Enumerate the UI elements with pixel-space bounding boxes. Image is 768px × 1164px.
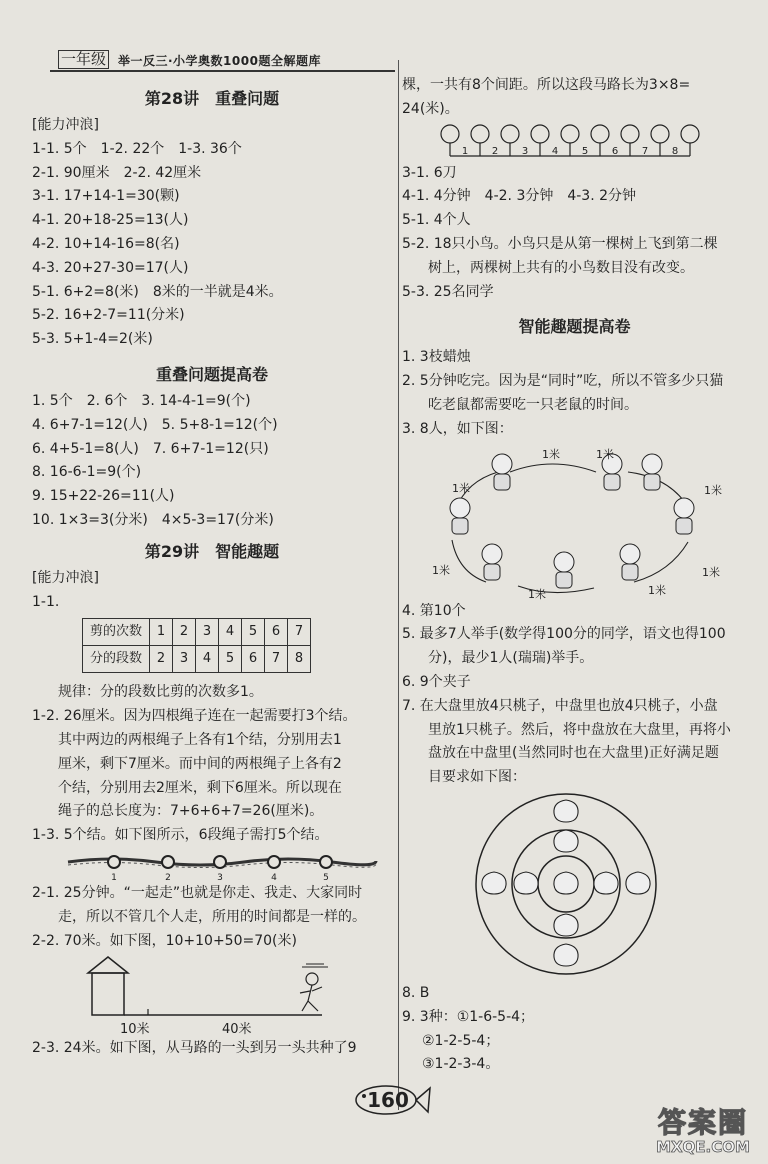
overlap-exam-title: 重叠问题提高卷 [155, 364, 268, 384]
peach-icon [626, 872, 650, 894]
ability-tag-label: 能力冲浪 [37, 569, 94, 586]
table-cell: 1 [150, 619, 173, 646]
answer-line: 个结，分别用去2厘米，剩下6厘米。所以现在 [58, 779, 342, 796]
answer-line: 9. 3种：①1-6-5-4； [402, 1008, 535, 1025]
answer-line: 6. 4+5-1=8(人) 7. 6+7-1=12(只) [32, 440, 269, 457]
answer-line: 分)，最少1人(瑞瑞)举手。 [428, 650, 594, 667]
peach-icon [482, 872, 506, 894]
tree-icon [561, 125, 579, 156]
watermark-url: MXQE.COM [656, 1138, 750, 1156]
table-cell: 7 [265, 646, 288, 673]
distance-label: 1米 [704, 483, 722, 497]
home-school-figure [32, 953, 392, 1037]
gap-label: 4 [551, 145, 559, 157]
table-cell: 7 [288, 619, 311, 646]
peach-plates-figure [402, 790, 747, 982]
answer-line: 厘米，剩下7厘米。而中间的两根绳子上各有2 [58, 755, 342, 772]
distance-40m-label: 40米 [222, 1022, 252, 1038]
gap-label: 5 [581, 145, 589, 157]
table-row [83, 619, 311, 646]
answer-line: 4-3. 20+27-30=17(人) [32, 259, 189, 276]
answer-line: 3-1. 17+14-1=30(颗) [32, 188, 180, 205]
knot-icon [268, 856, 280, 868]
tree-icon [621, 125, 639, 156]
tree-icon [441, 125, 459, 156]
distance-label: 1米 [528, 587, 546, 600]
answer-line: 1-2. 26厘米。因为四根绳子连在一起需要打3个结。 [32, 708, 357, 725]
trees-figure [402, 122, 747, 162]
tree-icon [681, 125, 699, 156]
answer-line: 1-1. 5个 1-2. 22个 1-3. 36个 [32, 140, 242, 157]
answer-line: 6. 9个夹子 [402, 673, 471, 690]
answer-line: 8. 16-6-1=9(个) [32, 464, 142, 481]
answer-line: ③1-2-3-4。 [422, 1056, 500, 1073]
peach-icon [554, 944, 578, 966]
walking-person-icon [300, 964, 328, 1011]
answer-line: 里放1只桃子。然后，将中盘放在大盘里，再将小 [428, 721, 731, 738]
knot-label: 1 [111, 872, 117, 882]
rule-text: 规律：分的段数比剪的次数多1。 [58, 684, 263, 701]
page-header [50, 48, 395, 72]
tree-icon [531, 125, 549, 156]
column-divider [398, 60, 399, 1110]
answer-line: 2. 5分钟吃完。因为是“同时”吃，所以不管多少只猫 [402, 373, 724, 390]
ability-tag: [能力冲浪] [32, 117, 99, 133]
table-cell: 8 [288, 646, 311, 673]
answer-line: ②1-2-5-4； [422, 1032, 500, 1049]
peach-icon [554, 872, 578, 894]
answer-line: 5. 最多7人举手(数学得100分的同学，语文也得100 [402, 626, 726, 643]
child-icon [620, 544, 640, 580]
knot-label: 5 [323, 872, 329, 882]
ability-tag-label: 能力冲浪 [37, 117, 94, 133]
gap-label: 7 [641, 145, 649, 157]
child-icon [642, 454, 662, 490]
answer-line: 5-3. 25名同学 [402, 283, 494, 300]
gap-label: 1 [461, 145, 469, 157]
grade-label: 一年级 [58, 50, 109, 69]
table-cell: 4 [219, 619, 242, 646]
answer-line: 4. 第10个 [402, 602, 466, 619]
tree-icon [651, 125, 669, 156]
table-header-cell: 分的段数 [83, 646, 150, 673]
distance-10m-label: 10米 [120, 1022, 150, 1038]
knot-label: 3 [217, 872, 223, 882]
right-column [402, 74, 747, 1077]
knot-icon [320, 856, 332, 868]
answer-line: 9. 15+22-26=11(人) [32, 488, 175, 505]
page-number: 160 [367, 1088, 409, 1112]
answer-line: 1-3. 5个结。如下图所示，6段绳子需打5个结。 [32, 827, 329, 844]
answer-line: 10. 1×3=3(分米) 4×5-3=17(分米) [32, 511, 274, 528]
answer-line: 4-1. 20+18-25=13(人) [32, 212, 189, 229]
answer-line: 5-1. 4个人 [402, 212, 471, 229]
eight-people-circle-figure [402, 442, 747, 600]
knot-icon [214, 856, 226, 868]
answer-line: 1-1. [32, 593, 60, 610]
rope-knots-figure [32, 848, 392, 882]
answer-line: 5-1. 6+2=8(米) 8米的一半就是4米。 [32, 283, 283, 300]
child-icon [674, 498, 694, 534]
gap-label: 6 [611, 145, 619, 157]
answer-line: 2-1. 25分钟。“一起走”也就是你走、我走、大家同时 [32, 884, 363, 901]
distance-label: 1米 [452, 481, 470, 495]
answer-line: 棵，一共有8个间距。所以这段马路长为3×8= [402, 77, 691, 93]
house-icon [88, 957, 128, 1015]
gap-label: 2 [491, 145, 499, 157]
table-cell: 4 [196, 646, 219, 673]
watermark-logo [648, 1108, 758, 1160]
distance-label: 1米 [432, 563, 450, 577]
answer-line: 4-2. 10+14-16=8(名) [32, 235, 180, 252]
child-icon [450, 498, 470, 534]
peach-icon [554, 830, 578, 852]
distance-label: 1米 [542, 447, 560, 461]
table-row [83, 646, 311, 673]
table-header-cell: 剪的次数 [83, 619, 150, 646]
answer-line: 吃老鼠都需要吃一只老鼠的时间。 [428, 396, 638, 413]
gap-label: 3 [521, 145, 529, 157]
watermark-top: 答案圈 [657, 1106, 748, 1139]
cuts-table [82, 618, 311, 673]
child-icon [492, 454, 512, 490]
table-cell: 6 [242, 646, 265, 673]
answer-line: 1. 3枝蜡烛 [402, 349, 471, 366]
answer-line: 4. 6+7-1=12(人) 5. 5+8-1=12(个) [32, 416, 278, 433]
answer-line: 5-2. 18只小鸟。小鸟只是从第一棵树上飞到第二棵 [402, 235, 718, 252]
answer-line: 1. 5个 2. 6个 3. 14-4-1=9(个) [32, 392, 251, 409]
tree-icon [501, 125, 519, 156]
peach-icon [514, 872, 538, 894]
peach-icon [554, 914, 578, 936]
answer-line: 4-1. 4分钟 4-2. 3分钟 4-3. 2分钟 [402, 188, 637, 205]
answer-line: 2-2. 70米。如下图，10+10+50=70(米) [32, 932, 297, 949]
smart-exam-title: 智能趣题提高卷 [518, 317, 631, 337]
gap-label: 8 [671, 145, 679, 157]
answer-line: 3. 8人，如下图： [402, 420, 513, 437]
distance-label: 1米 [648, 583, 666, 597]
answer-line: 5-3. 5+1-4=2(米) [32, 331, 153, 348]
answer-line: 7. 在大盘里放4只桃子，中盘里也放4只桃子，小盘 [402, 697, 718, 714]
lesson-28-title: 第28讲 重叠问题 [144, 89, 280, 108]
answer-line: 3-1. 6刀 [402, 164, 457, 181]
knot-icon [108, 856, 120, 868]
knot-label: 2 [165, 872, 171, 882]
left-column [32, 84, 392, 1061]
page-number-badge [342, 1080, 432, 1120]
peach-icon [554, 800, 578, 822]
answer-line: 2-3. 24米。如下图，从马路的一头到另一头共种了9 [32, 1040, 357, 1057]
child-icon [554, 552, 574, 588]
knot-icon [162, 856, 174, 868]
distance-label: 1米 [596, 447, 614, 461]
answer-line: 其中两边的两根绳子上各有1个结，分别用去1 [58, 731, 342, 748]
answer-line: 5-2. 16+2-7=11(分米) [32, 307, 185, 324]
peach-icon [594, 872, 618, 894]
table-cell: 5 [242, 619, 265, 646]
table-cell: 3 [196, 619, 219, 646]
answer-line: 24(米)。 [402, 100, 459, 117]
distance-label: 1米 [702, 565, 720, 579]
answer-line: 目要求如下图： [428, 769, 526, 786]
table-cell: 2 [173, 619, 196, 646]
ability-tag: [能力冲浪] [32, 569, 99, 586]
answer-line: 2-1. 90厘米 2-2. 42厘米 [32, 164, 202, 181]
knot-label: 4 [271, 872, 277, 882]
tree-icon [591, 125, 609, 156]
lesson-29-title: 第29讲 智能趣题 [144, 541, 280, 561]
answer-line: 走，所以不管几个人走，所用的时间都是一样的。 [58, 908, 366, 925]
tree-icon [471, 125, 489, 156]
table-cell: 2 [150, 646, 173, 673]
answer-line: 8. B [402, 984, 430, 1001]
table-cell: 3 [173, 646, 196, 673]
series-title: 举一反三·小学奥数1000题全解题库 [118, 54, 321, 68]
answer-line: 绳子的总长度为：7+6+6+7=26(厘米)。 [58, 803, 324, 820]
child-icon [482, 544, 502, 580]
answer-line: 树上，两棵树上共有的小鸟数目没有改变。 [428, 259, 694, 276]
table-cell: 6 [265, 619, 288, 646]
table-cell: 5 [219, 646, 242, 673]
answer-line: 盘放在中盘里(当然同时也在大盘里)正好满足题 [428, 745, 719, 762]
